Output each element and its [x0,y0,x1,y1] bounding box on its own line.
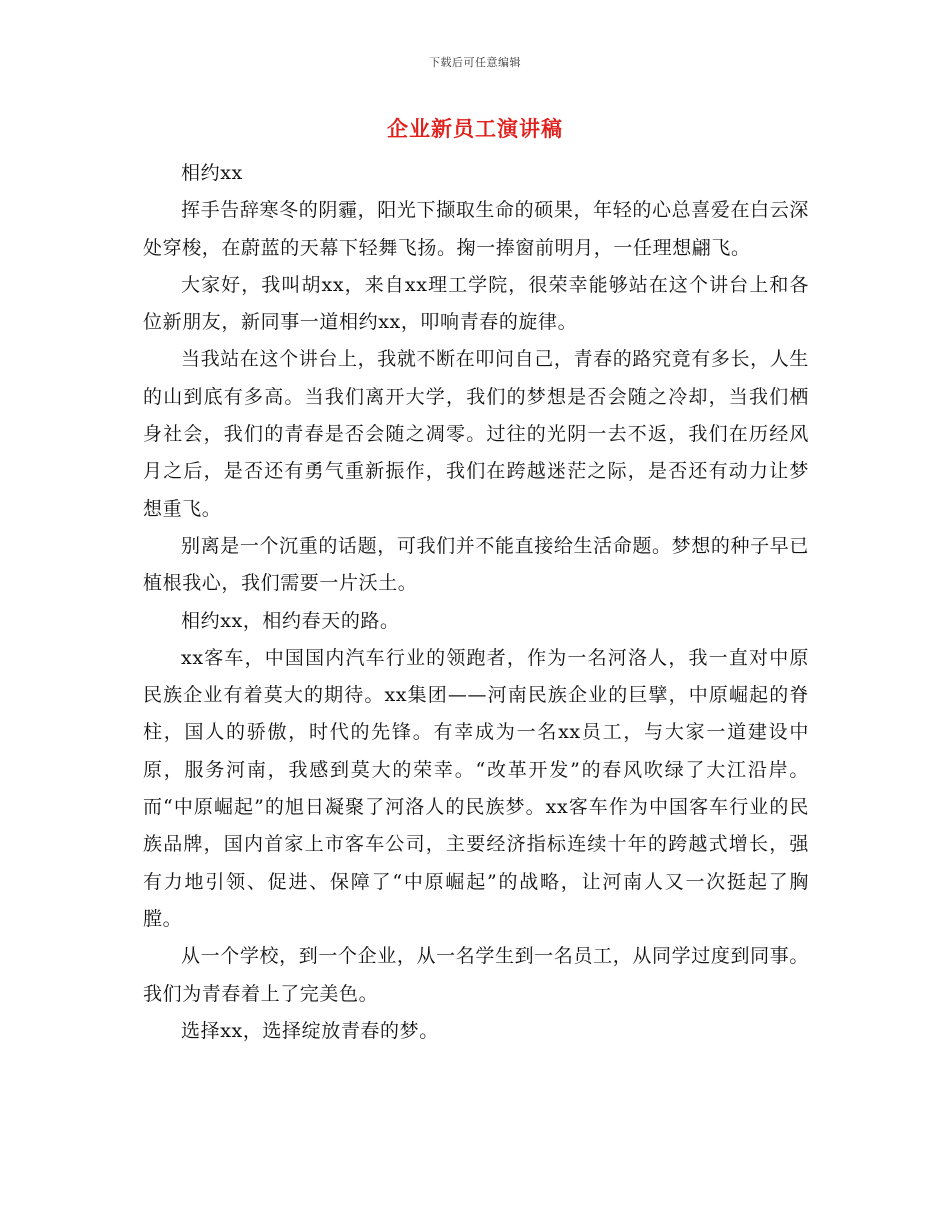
header-note: 下载后可任意编辑 [429,56,521,69]
paragraph: 当我站在这个讲台上，我就不断在叩问自己，青春的路究竟有多长，人生的山到底有多高。当我们离开大学，我们的梦想是否会随之冷却，当我们栖身社会，我们的青春是否会随之凋零。过往的光阴一去不返，我们在历经风月之后，是否还有勇气重新振作，我们在跨越迷茫之际，是否还有动力让梦想重飞。 [143,348,809,520]
paragraph: 别离是一个沉重的话题，可我们并不能直接给生活命题。梦想的种子早已植根我心，我们需要一片沃土。 [143,534,809,595]
paragraph: 大家好，我叫胡xx，来自xx理工学院，很荣幸能够站在这个讲台上和各位新朋友，新同事一道相约xx，叩响青春的旋律。 [143,273,809,334]
paragraph: 选择xx，选择绽放青春的梦。 [181,1019,439,1042]
document-body [143,155,809,1050]
paragraph: 相约xx [181,162,243,184]
paragraph: 相约xx，相约春天的路。 [181,609,400,632]
paragraph: xx客车，中国国内汽车行业的领跑者，作为一名河洛人，我一直对中原民族企业有着莫大的期待。xx集团——河南民族企业的巨擘，中原崛起的脊柱，国人的骄傲，时代的先锋。有幸成为一名xx员工，与大家一道建设中原，服务河南，我感到莫大的荣幸。“改革开发”的春风吹绿了大江沿岸。而“中原崛起”的旭日凝聚了河洛人的民族梦。xx客车作为中国客车行业的民族品牌，国内首家上市客车公司，主要经济指标连续十年的跨越式增长，强有力地引领、促进、保障了“中原崛起”的战略，让河南人又一次挺起了胸膛。 [143,646,809,930]
paragraph: 挥手告辞寒冬的阴霾，阳光下撷取生命的硕果，年轻的心总喜爱在白云深处穿梭，在蔚蓝的天幕下轻舞飞扬。掬一捧窗前明月，一任理想翩飞。 [143,199,809,259]
document-title: 企业新员工演讲稿 [387,116,563,141]
paragraph: 从一个学校，到一个企业，从一名学生到一名员工，从同学过度到同事。我们为青春着上了完美色。 [143,945,809,1005]
